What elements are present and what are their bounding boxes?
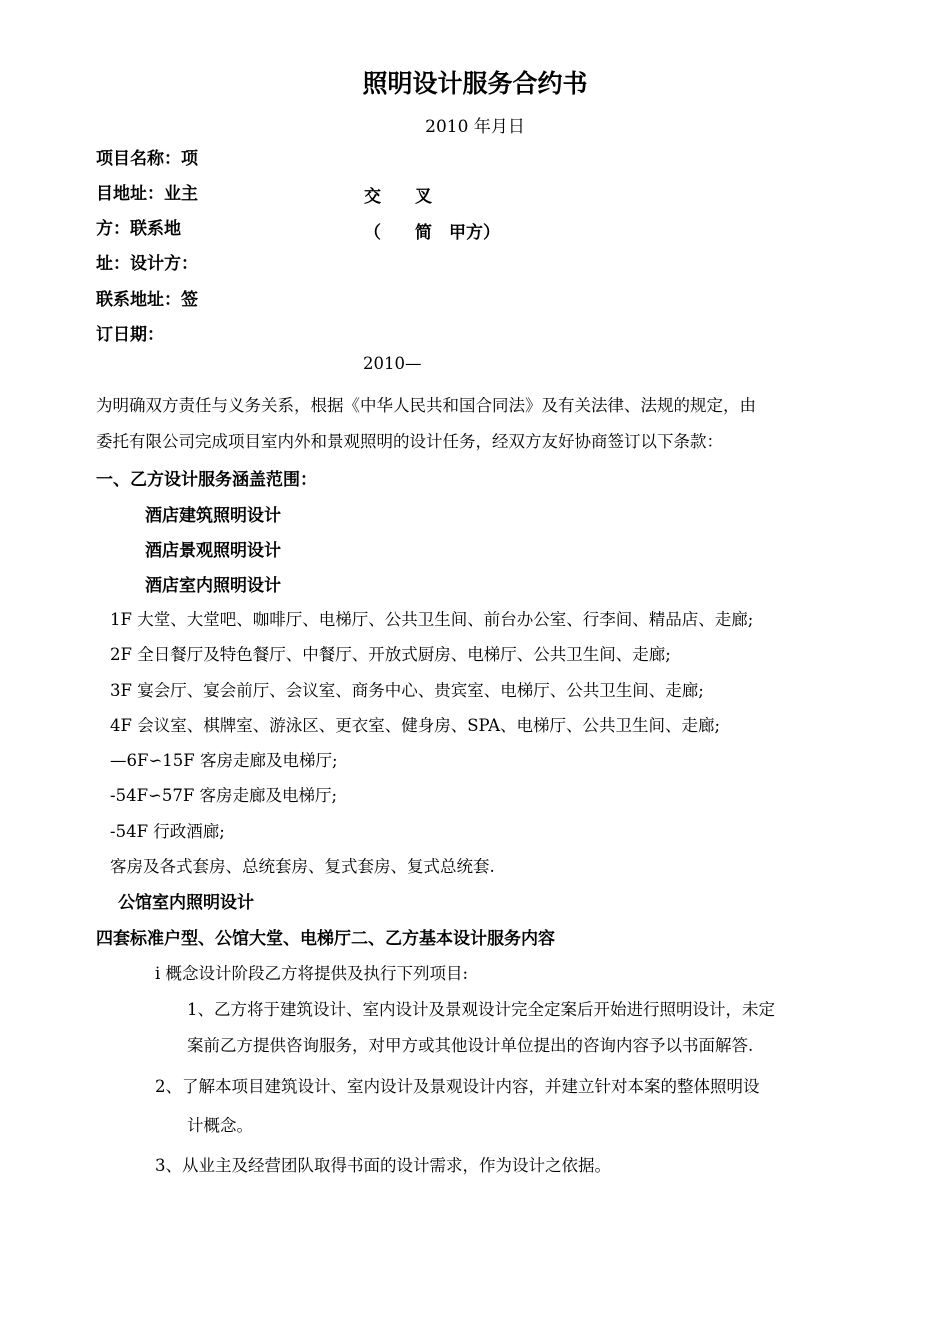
- floor-item: 3F 宴会厅、宴会前厅、会议室、商务中心、贵宾室、电梯厅、公共卫生间、走廊;: [110, 681, 704, 700]
- floor-item: -54F 行政酒廊;: [110, 822, 225, 841]
- intro-paragraph-line: 为明确双方责任与义务关系，根据《中华人民共和国合同法》及有关法律、法规的规定，由: [96, 396, 756, 415]
- header-line: 目地址：业主: [96, 184, 198, 204]
- header-line: 联系地址：签: [96, 290, 198, 310]
- floor-item: —6F∽15F 客房走廊及电梯厅;: [110, 751, 338, 770]
- intro-paragraph-line: 委托有限公司完成项目室内外和景观照明的设计任务，经双方友好协商签订以下条款：: [96, 432, 723, 451]
- section-heading: 一、乙方设计服务涵盖范围：: [96, 470, 317, 490]
- signing-year: 2010—: [363, 354, 422, 373]
- phase-heading: i 概念设计阶段乙方将提供及执行下列项目:: [155, 964, 469, 983]
- scope-item: 公馆室内照明设计: [118, 893, 254, 913]
- phase-item-line: 案前乙方提供咨询服务，对甲方或其他设计单位提出的咨询内容予以书面解答.: [187, 1036, 754, 1055]
- header-right-line: 交 叉: [364, 187, 432, 207]
- floor-item: 2F 全日餐厅及特色餐厅、中餐厅、开放式厨房、电梯厅、公共卫生间、走廊;: [110, 645, 671, 664]
- header-right-line: （ 简 甲方）: [364, 223, 500, 243]
- scope-item: 酒店建筑照明设计: [145, 506, 281, 526]
- phase-item-line: 3、从业主及经营团队取得书面的设计需求，作为设计之依据。: [155, 1156, 611, 1175]
- section-heading: 四套标准户型、公馆大堂、电梯厅二、乙方基本设计服务内容: [96, 929, 555, 949]
- document-date: 2010 年月日: [425, 117, 525, 137]
- floor-item: 4F 会议室、棋牌室、游泳区、更衣室、健身房、SPA、电梯厅、公共卫生间、走廊;: [110, 716, 721, 735]
- floor-item: 1F 大堂、大堂吧、咖啡厅、电梯厅、公共卫生间、前台办公室、行李间、精品店、走廊;: [110, 610, 754, 629]
- header-line: 址：设计方：: [96, 254, 198, 274]
- floor-item: 客房及各式套房、总统套房、复式套房、复式总统套.: [110, 857, 495, 876]
- header-line: 项目名称：项: [96, 149, 198, 169]
- document-title: 照明设计服务合约书: [362, 69, 588, 98]
- phase-item-line: 计概念。: [187, 1116, 253, 1135]
- header-line: 订日期：: [96, 325, 164, 345]
- scope-item: 酒店景观照明设计: [145, 541, 281, 561]
- header-line: 方：联系地: [96, 219, 181, 239]
- floor-item: -54F∽57F 客房走廊及电梯厅;: [110, 786, 338, 805]
- scope-item: 酒店室内照明设计: [145, 576, 281, 596]
- phase-item-line: 2、了解本项目建筑设计、室内设计及景观设计内容，并建立针对本案的整体照明设: [155, 1077, 760, 1096]
- phase-item-line: 1、乙方将于建筑设计、室内设计及景观设计完全定案后开始进行照明设计，未定: [187, 1000, 775, 1019]
